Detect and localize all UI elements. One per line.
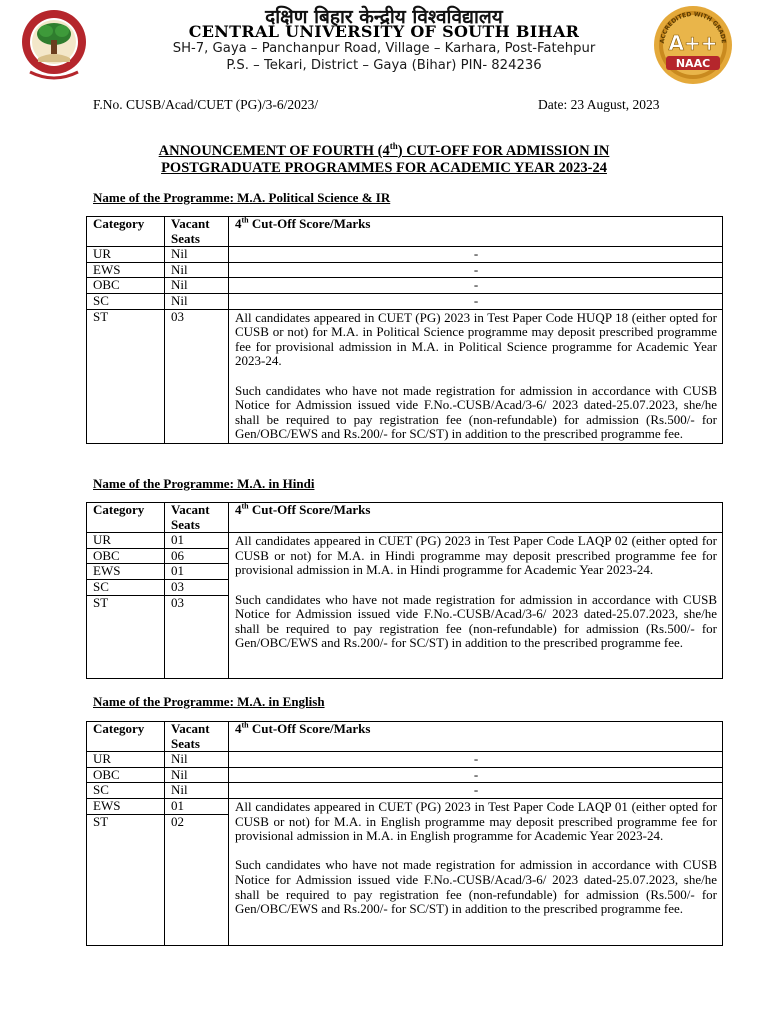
table-row [87,752,723,768]
seats-cell: Nil [165,262,229,278]
header-cutoff: 4th Cut-Off Score/Marks [229,722,723,752]
note-paragraph-2: Such candidates who have not made registration for admission in accordance with CUSB Notice for Admission issued vide F.No.-CUSB/Acad/3-6/ 2023 dated-25.07.2023, she/he shall be required to pay registration fee (non-refundable) for admission (Rs.500/- for Gen/OBC/EWS and Rs.200/- for SC/ST) in addition to the prescribed programme fee. [235,591,717,651]
file-number: F.No. CUSB/Acad/CUET (PG)/3-6/2023/ [93,97,319,112]
seats-cell: Nil [165,767,229,783]
category-cell: OBC [87,278,165,294]
announcement-title-line-2: POSTGRADUATE PROGRAMMES FOR ACADEMIC YEAR 2023-24 [161,160,607,176]
table-row [87,309,723,443]
table-row [87,767,723,783]
cutoff-note-cell [229,309,723,443]
table-row [87,533,723,549]
note-paragraph-1: All candidates appeared in CUET (PG) 2023 in Test Paper Code LAQP 01 (either opted for CUSB or not) for M.A. in English programme may deposit prescribed programme fee for provisional admission in M.A. in English programme for Academic Year 2023-24. [235,798,717,844]
cutoff-table [86,216,723,444]
cutoff-cell: - [229,278,723,294]
cutoff-cell: - [229,293,723,309]
category-cell: OBC [87,767,165,783]
cutoff-table [86,721,723,946]
address-line-2: P.S. – Tekari, District – Gaya (Bihar) PIN- 824236 [226,58,542,73]
programme-name: Name of the Programme: M.A. Political Science & IR [93,190,391,205]
seats-cell: Nil [165,293,229,309]
table-row [87,293,723,309]
table-row [87,798,723,814]
university-name-english: CENTRAL UNIVERSITY OF SOUTH BIHAR [188,22,580,41]
header-category: Category [87,722,165,752]
cutoff-cell: - [229,262,723,278]
seats-cell: 03 [165,579,229,595]
category-cell: ST [87,309,165,443]
seats-cell: Nil [165,783,229,799]
table-row [87,278,723,294]
cutoff-note-cell [229,533,723,678]
table-row [87,247,723,263]
note-paragraph-2: Such candidates who have not made registration for admission in accordance with CUSB Notice for Admission issued vide F.No.-CUSB/Acad/3-6/ 2023 dated-25.07.2023, she/he shall be required to pay registration fee (non-refundable) for admission (Rs.500/- for Gen/OBC/EWS and Rs.200/- for SC/ST) in addition to the prescribed programme fee. [235,382,717,442]
university-name-hindi: दक्षिण बिहार केन्द्रीय विश्वविद्यालय [265,6,503,28]
table-header-row [87,503,723,533]
header-vacant-seats: Vacant Seats [165,503,229,533]
cutoff-note-cell [229,798,723,945]
cutoff-cell: - [229,767,723,783]
announcement-title-line-1: ANNOUNCEMENT OF FOURTH (4th) CUT-OFF FOR ADMISSION IN [158,141,610,159]
seats-cell: 06 [165,548,229,564]
category-cell: ST [87,595,165,678]
seats-cell: 03 [165,309,229,443]
cutoff-cell: - [229,783,723,799]
header-category: Category [87,217,165,247]
category-cell: ST [87,814,165,945]
naac-label: NAAC [675,57,711,70]
naac-seal-icon [652,4,734,86]
category-cell: SC [87,783,165,799]
cutoff-cell: - [229,752,723,768]
seats-cell: 02 [165,814,229,945]
header-cutoff: 4th Cut-Off Score/Marks [229,217,723,247]
header-category: Category [87,503,165,533]
note-paragraph-1: All candidates appeared in CUET (PG) 2023 in Test Paper Code HUQP 18 (either opted for CUSB or not) for M.A. in Political Science programme may deposit prescribed programme fee for provisional admission in M.A. in Political Science programme for Academic Year 2023-24. [235,309,717,369]
category-cell: UR [87,752,165,768]
seats-cell: Nil [165,278,229,294]
category-cell: SC [87,579,165,595]
category-cell: EWS [87,564,165,580]
cutoff-cell: - [229,247,723,263]
naac-grade: A++ [668,31,718,55]
note-paragraph-2: Such candidates who have not made registration for admission in accordance with CUSB Notice for Admission issued vide F.No.-CUSB/Acad/3-6/ 2023 dated-25.07.2023, she/he shall be required to pay registration fee (non-refundable) for admission (Rs.500/- for Gen/OBC/EWS and Rs.200/- for SC/ST) in addition to the prescribed programme fee. [235,857,717,917]
category-cell: EWS [87,262,165,278]
address-line-1: SH-7, Gaya – Panchanpur Road, Village – Karhara, Post-Fatehpur [172,41,596,56]
header-vacant-seats: Vacant Seats [165,217,229,247]
table-header-row [87,217,723,247]
seats-cell: 01 [165,798,229,814]
header-vacant-seats: Vacant Seats [165,722,229,752]
header-cutoff: 4th Cut-Off Score/Marks [229,503,723,533]
seats-cell: 01 [165,564,229,580]
seats-cell: 03 [165,595,229,678]
table-row [87,262,723,278]
issue-date: Date: 23 August, 2023 [538,97,660,112]
table-header-row [87,722,723,752]
table-row [87,783,723,799]
letterhead [0,0,768,90]
category-cell: EWS [87,798,165,814]
category-cell: OBC [87,548,165,564]
naac-ring-text: ACCREDITED WITH GRADE [658,10,728,44]
seats-cell: 01 [165,533,229,549]
programme-name: Name of the Programme: M.A. in Hindi [93,476,315,491]
programme-name: Name of the Programme: M.A. in English [93,694,325,709]
cutoff-table [86,502,723,679]
category-cell: UR [87,247,165,263]
seats-cell: Nil [165,247,229,263]
note-paragraph-1: All candidates appeared in CUET (PG) 2023 in Test Paper Code LAQP 02 (either opted for CUSB or not) for M.A. in Hindi programme may deposit prescribed programme fee for provisional admission in M.A. in Hindi programme for Academic Year 2023-24. [235,533,717,578]
seats-cell: Nil [165,752,229,768]
category-cell: UR [87,533,165,549]
category-cell: SC [87,293,165,309]
